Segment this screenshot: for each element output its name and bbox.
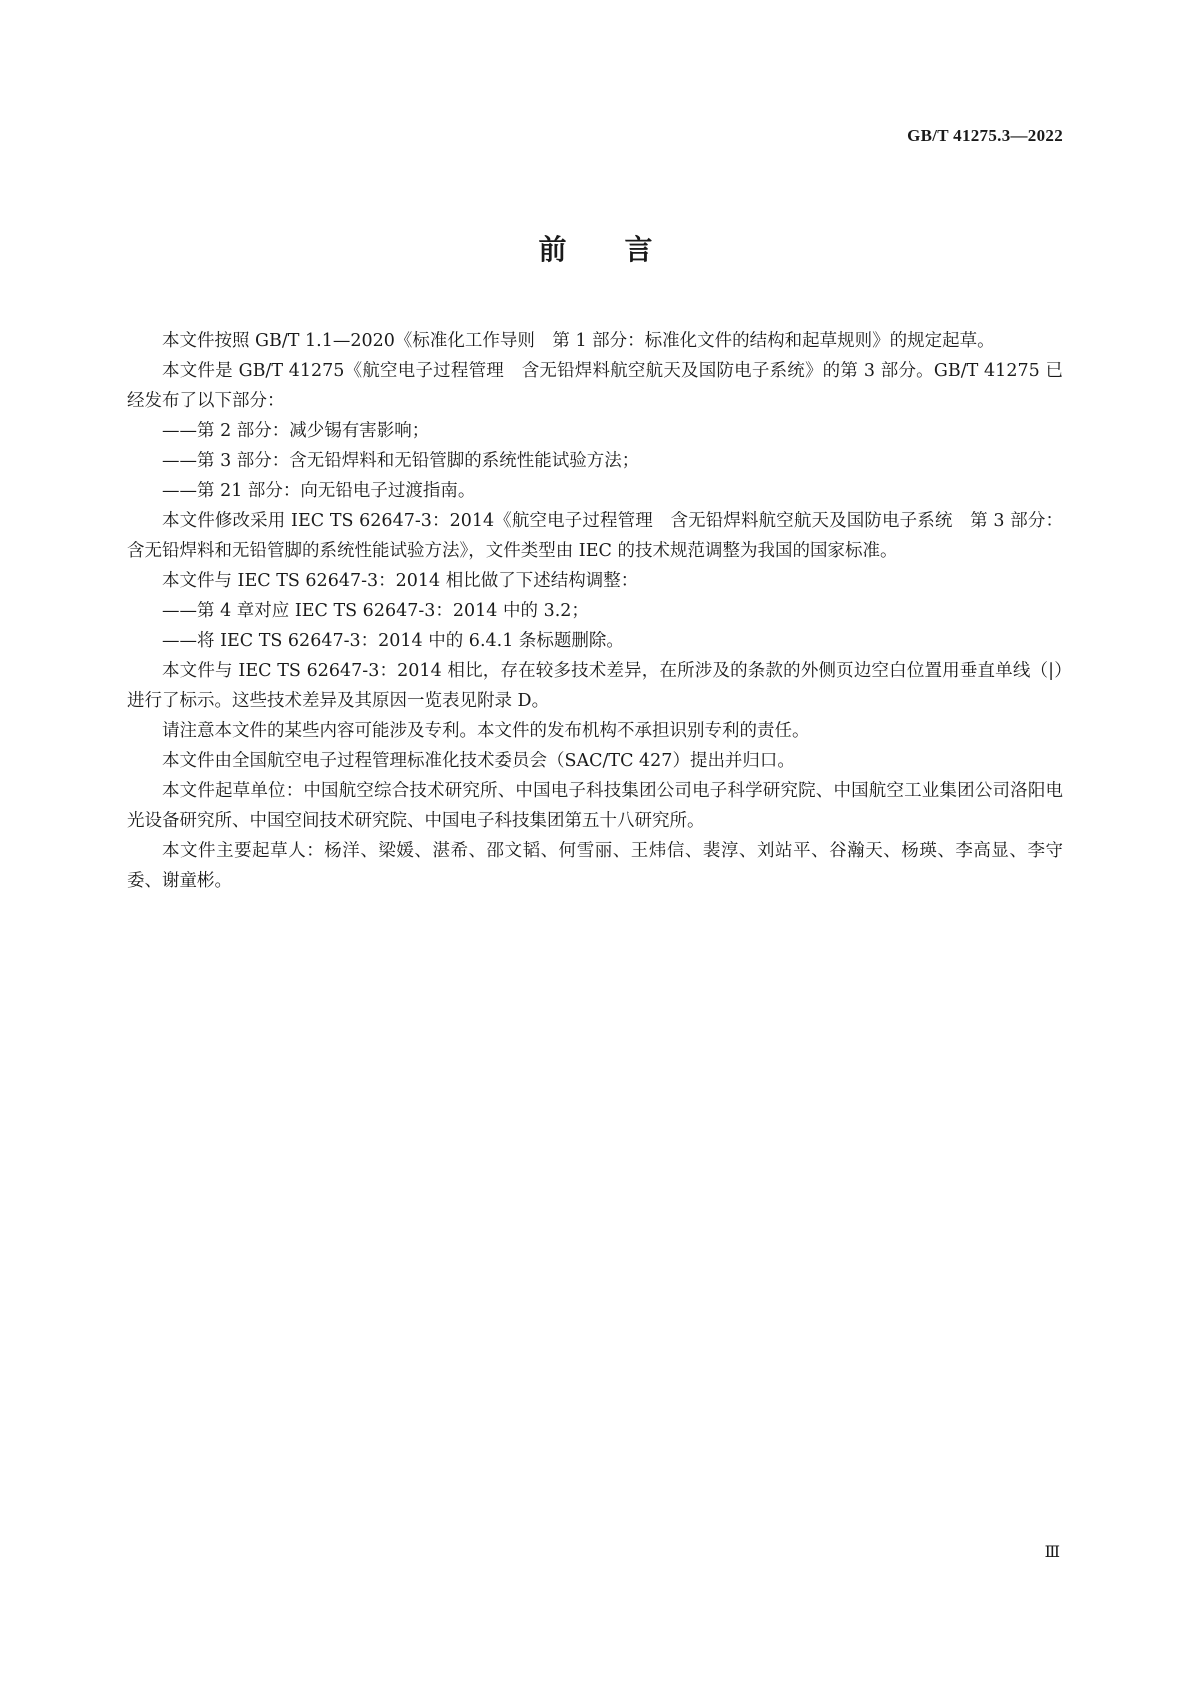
paragraph-drafting-rules: 本文件按照 GB/T 1.1—2020《标准化工作导则 第 1 部分：标准化文件的结构和起草规则》的规定起草。 — [162, 331, 995, 351]
page-number: Ⅲ — [1044, 1544, 1060, 1561]
standard-code: GB/T 41275.3—2022 — [907, 126, 1063, 145]
paragraph-patent-notice: 请注意本文件的某些内容可能涉及专利。本文件的发布机构不承担识别专利的责任。 — [162, 721, 810, 741]
paragraph-drafting-units: 本文件起草单位：中国航空综合技术研究所、中国电子科技集团公司电子科学研究院、中国航空工业集团公司洛阳电光设备研究所、中国空间技术研究院、中国电子科技集团第五十八研究所。 — [127, 781, 1063, 831]
paragraph-structural-changes: 本文件与 IEC TS 62647-3：2014 相比做了下述结构调整： — [162, 571, 639, 591]
paragraph-drafters: 本文件主要起草人：杨洋、梁媛、湛希、邵文韬、何雪丽、王炜信、裴淳、刘站平、谷瀚天、杨瑛、李高显、李守委、谢童彬。 — [127, 841, 1063, 891]
paragraph-technical-differences: 本文件与 IEC TS 62647-3：2014 相比，存在较多技术差异，在所涉及的条款的外侧页边空白位置用垂直单线（|）进行了标示。这些技术差异及其原因一览表见附录 D。 — [127, 661, 1063, 711]
paragraph-adoption: 本文件修改采用 IEC TS 62647-3：2014《航空电子过程管理 含无铅焊料航空航天及国防电子系统 第 3 部分：含无铅焊料和无铅管脚的系统性能试验方法》，文件类型由 IEC 的技术规范调整为我国的国家标准。 — [127, 511, 1063, 561]
paragraph-proposed-by: 本文件由全国航空电子过程管理标准化技术委员会（SAC/TC 427）提出并归口。 — [162, 751, 795, 771]
list-item-part-2: ——第 2 部分：减少锡有害影响； — [162, 421, 430, 441]
list-item-part-3: ——第 3 部分：含无铅焊料和无铅管脚的系统性能试验方法； — [162, 451, 640, 471]
page-title: 前言 — [538, 233, 711, 266]
foreword-body — [127, 326, 1063, 896]
list-item-chapter-4: ——第 4 章对应 IEC TS 62647-3：2014 中的 3.2； — [162, 601, 589, 621]
list-item-heading-removed: ——将 IEC TS 62647-3：2014 中的 6.4.1 条标题删除。 — [162, 631, 624, 651]
paragraph-series-part: 本文件是 GB/T 41275《航空电子过程管理 含无铅焊料航空航天及国防电子系统》的第 3 部分。GB/T 41275 已经发布了以下部分： — [127, 361, 1063, 411]
list-item-part-21: ——第 21 部分：向无铅电子过渡指南。 — [162, 481, 476, 501]
